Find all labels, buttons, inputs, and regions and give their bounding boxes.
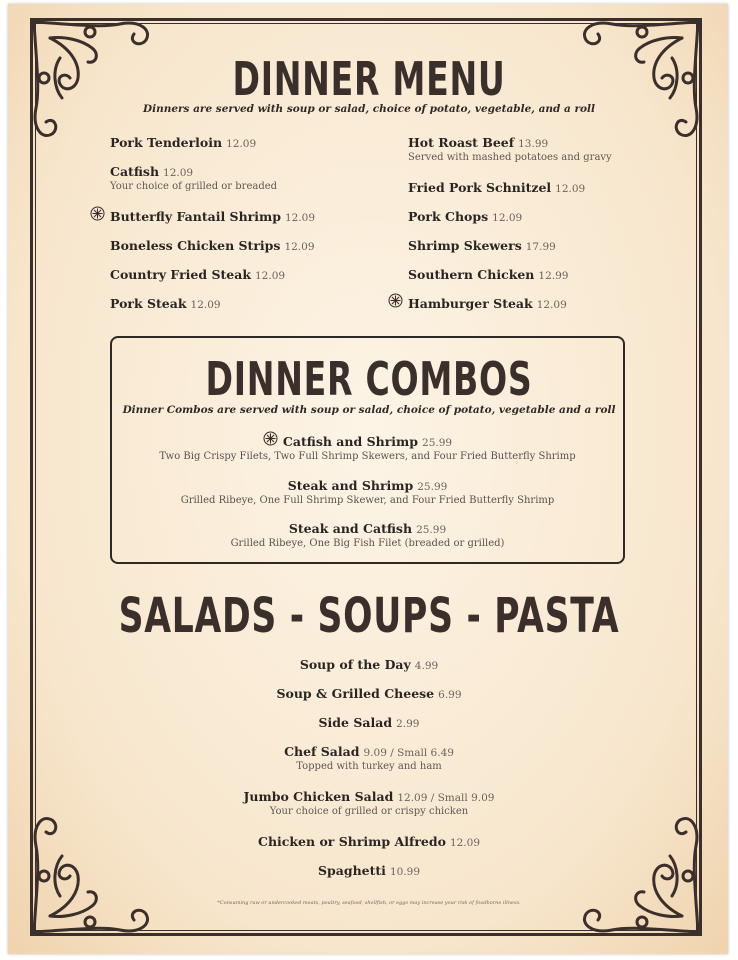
item-price: 6.99 [438,689,462,701]
menu-item [110,161,390,206]
item-price: 13.99 [518,138,549,150]
item-name: Country Fried Steak [110,267,251,282]
menu-item [0,741,738,772]
item-price: 9.09 / Small 6.49 [363,747,454,759]
combo-name: Catfish and Shrimp [282,434,419,449]
dinner-combos-subtitle: Dinner Combos are served with soup or salad, choice of potato, vegetable and a roll [122,404,616,416]
item-description: Your choice of grilled or breaded [110,181,278,192]
item-name: Fried Pork Schnitzel [408,180,552,195]
menu-item [0,654,738,673]
combo-item [110,431,625,462]
combo-description: Grilled Ribeye, One Full Shrimp Skewer, and Four Fried Butterfly Shrimp [180,495,555,506]
menu-item [0,860,738,879]
item-name: Side Salad [318,715,393,730]
featured-star-icon [90,206,105,221]
item-price: 12.09 [226,138,257,150]
dinner-menu-left-column [110,132,390,322]
item-description: Served with mashed potatoes and gravy [408,152,612,163]
item-name: Pork Steak [110,296,187,311]
menu-item [408,132,698,177]
combo-item [110,518,625,549]
item-name: Soup & Grilled Cheese [276,686,435,701]
featured-star-icon [263,431,278,446]
menu-item [110,264,390,293]
item-price: 12.09 [492,212,523,224]
item-price: 12.09 [255,270,286,282]
dinner-menu-title: DINNER MENU [232,52,506,106]
item-name: Shrimp Skewers [408,238,522,253]
item-price: 12.09 [190,299,221,311]
item-name: Pork Tenderloin [110,135,223,150]
menu-item [408,293,698,322]
menu-item [0,786,738,817]
menu-item [110,235,390,264]
combo-name: Steak and Shrimp [287,478,414,493]
salads-soups-pasta-title: SALADS - SOUPS - PASTA [118,588,620,644]
item-price: 12.09 [163,167,194,179]
dinner-menu-right-column [408,132,698,322]
item-name: Hamburger Steak [408,296,533,311]
dinner-combos-title: DINNER COMBOS [205,352,533,406]
item-name: Pork Chops [408,209,489,224]
item-price: 10.99 [389,866,420,878]
item-name: Spaghetti [317,863,386,878]
combo-price: 25.99 [422,437,453,449]
menu-item [0,831,738,850]
combo-item [110,475,625,506]
combo-description: Two Big Crispy Filets, Two Full Shrimp Skewers, and Four Fried Butterfly Shrimp [159,451,576,462]
item-price: 12.09 [536,299,567,311]
item-name: Butterfly Fantail Shrimp [110,209,281,224]
combo-price: 25.99 [417,481,448,493]
item-price: 17.99 [525,241,556,253]
item-name: Jumbo Chicken Salad [243,789,394,804]
item-price: 12.09 [284,212,316,224]
item-name: Chef Salad [284,744,360,759]
menu-item [110,132,390,161]
item-price: 12.09 [555,183,586,195]
item-price: 4.99 [414,660,439,672]
item-price: 2.99 [396,718,420,730]
menu-item [408,206,698,235]
menu-item [408,235,698,264]
item-name: Hot Roast Beef [408,135,515,150]
combo-name: Steak and Catfish [288,521,413,536]
item-description: Topped with turkey and ham [296,761,442,772]
item-price: 12.09 [449,837,480,849]
item-price: 12.99 [538,270,569,282]
item-description: Your choice of grilled or crispy chicken [269,806,469,817]
featured-star-icon [388,293,403,308]
menu-item [110,206,390,235]
item-price: 12.09 [284,241,315,253]
menu-item [110,293,390,322]
item-price: 12.09 / Small 9.09 [397,792,495,804]
menu-item [408,264,698,293]
combo-description: Grilled Ribeye, One Big Fish Filet (breaded or grilled) [230,538,505,549]
menu-item [0,683,738,702]
item-name: Chicken or Shrimp Alfredo [258,834,446,849]
combo-price: 25.99 [416,524,447,536]
food-safety-footnote: *Consuming raw or undercooked meats, poultry, seafood, shellfish, or eggs may increase your risk of foodborne illness. [217,900,521,906]
item-name: Boneless Chicken Strips [110,238,281,253]
item-name: Southern Chicken [408,267,535,282]
menu-item [0,712,738,731]
dinner-menu-subtitle: Dinners are served with soup or salad, choice of potato, vegetable, and a roll [142,103,596,115]
menu-item [408,177,698,206]
item-name: Soup of the Day [299,657,411,672]
item-name: Catfish [110,164,160,179]
